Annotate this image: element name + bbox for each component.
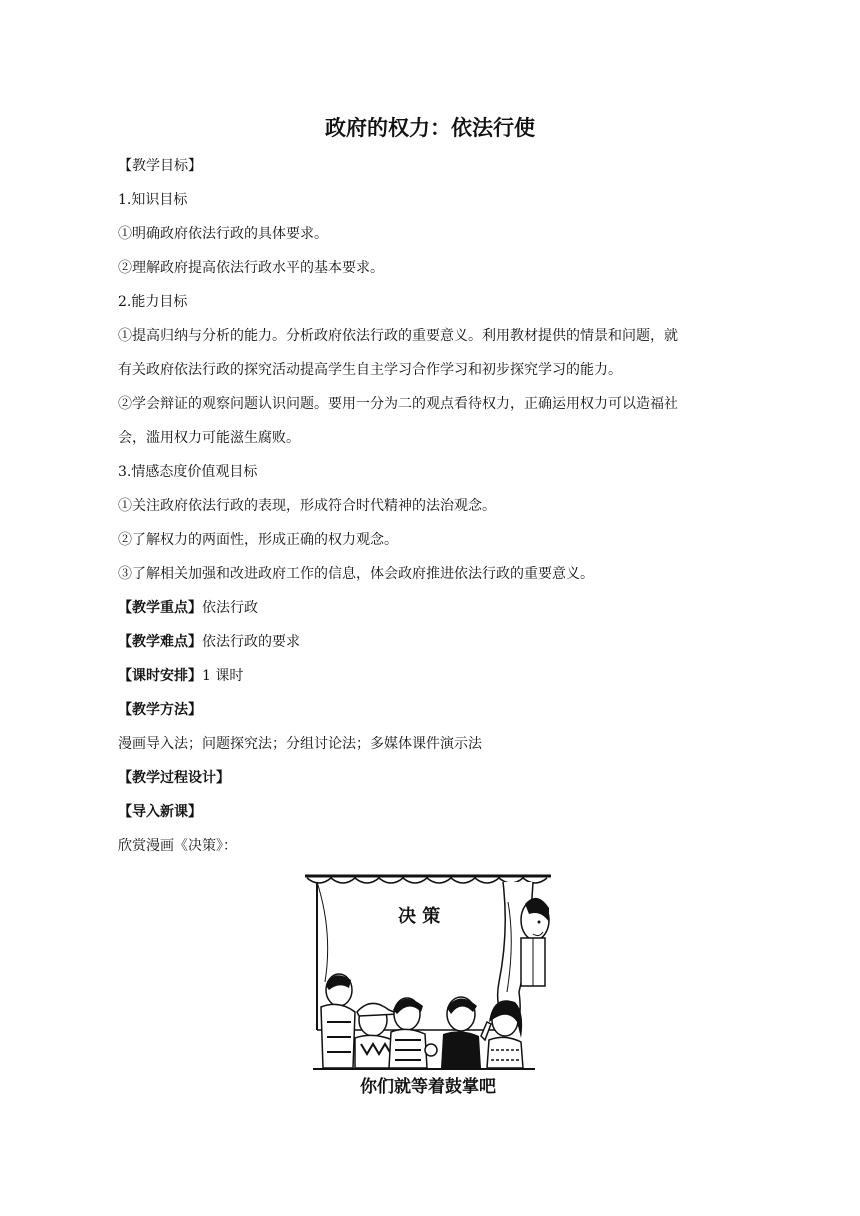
methods-heading: 【教学方法】 xyxy=(118,702,202,718)
page-title: 政府的权力：依法行使 xyxy=(325,116,535,140)
objectives-heading: 【教学目标】 xyxy=(118,158,202,174)
emotion-item-1: ①关注政府依法行政的表现，形成符合时代精神的法治观念。 xyxy=(118,498,496,514)
knowledge-item-2: ②理解政府提高依法行政水平的基本要求。 xyxy=(118,260,384,276)
key-point-label: 【教学重点】 xyxy=(118,600,202,616)
cartoon-intro: 欣赏漫画《决策》： xyxy=(118,838,237,854)
key-point-value: 依法行政 xyxy=(202,600,258,616)
ability-item-2-line-2: 会，滥用权力可能滋生腐败。 xyxy=(118,430,300,446)
ability-goal-heading: 2.能力目标 xyxy=(118,294,188,310)
ability-item-1-line-1: ①提高归纳与分析的能力。分析政府依法行政的重要意义。利用教材提供的情景和问题，就 xyxy=(118,328,678,344)
process-heading: 【教学过程设计】 xyxy=(118,770,230,786)
emotion-goal-heading: 3.情感态度价值观目标 xyxy=(118,464,258,480)
methods-text: 漫画导入法；问题探究法；分组讨论法；多媒体课件演示法 xyxy=(118,736,482,752)
ability-item-2-line-1: ②学会辩证的观察问题认识问题。要用一分为二的观点看待权力，正确运用权力可以造福社 xyxy=(118,396,678,412)
difficulty-value: 依法行政的要求 xyxy=(202,634,300,650)
schedule-label: 【课时安排】 xyxy=(118,668,202,684)
decision-cartoon xyxy=(303,872,553,1102)
cartoon-caption: 你们就等着鼓掌吧 xyxy=(360,1077,496,1097)
intro-heading: 【导入新课】 xyxy=(118,804,202,820)
emotion-item-3: ③了解相关加强和改进政府工作的信息，体会政府推进依法行政的重要意义。 xyxy=(118,566,594,582)
key-point xyxy=(118,598,742,618)
ability-item-1-line-2: 有关政府依法行政的探究活动提高学生自主学习合作学习和初步探究学习的能力。 xyxy=(118,362,622,378)
difficulty xyxy=(118,632,742,652)
board-text: 决 策 xyxy=(398,906,441,927)
schedule xyxy=(118,666,742,686)
emotion-item-2: ②了解权力的两面性，形成正确的权力观念。 xyxy=(118,532,398,548)
schedule-value: 1 课时 xyxy=(202,668,244,684)
knowledge-item-1: ①明确政府依法行政的具体要求。 xyxy=(118,226,328,242)
knowledge-goal-heading: 1.知识目标 xyxy=(118,192,188,208)
difficulty-label: 【教学难点】 xyxy=(118,634,202,650)
